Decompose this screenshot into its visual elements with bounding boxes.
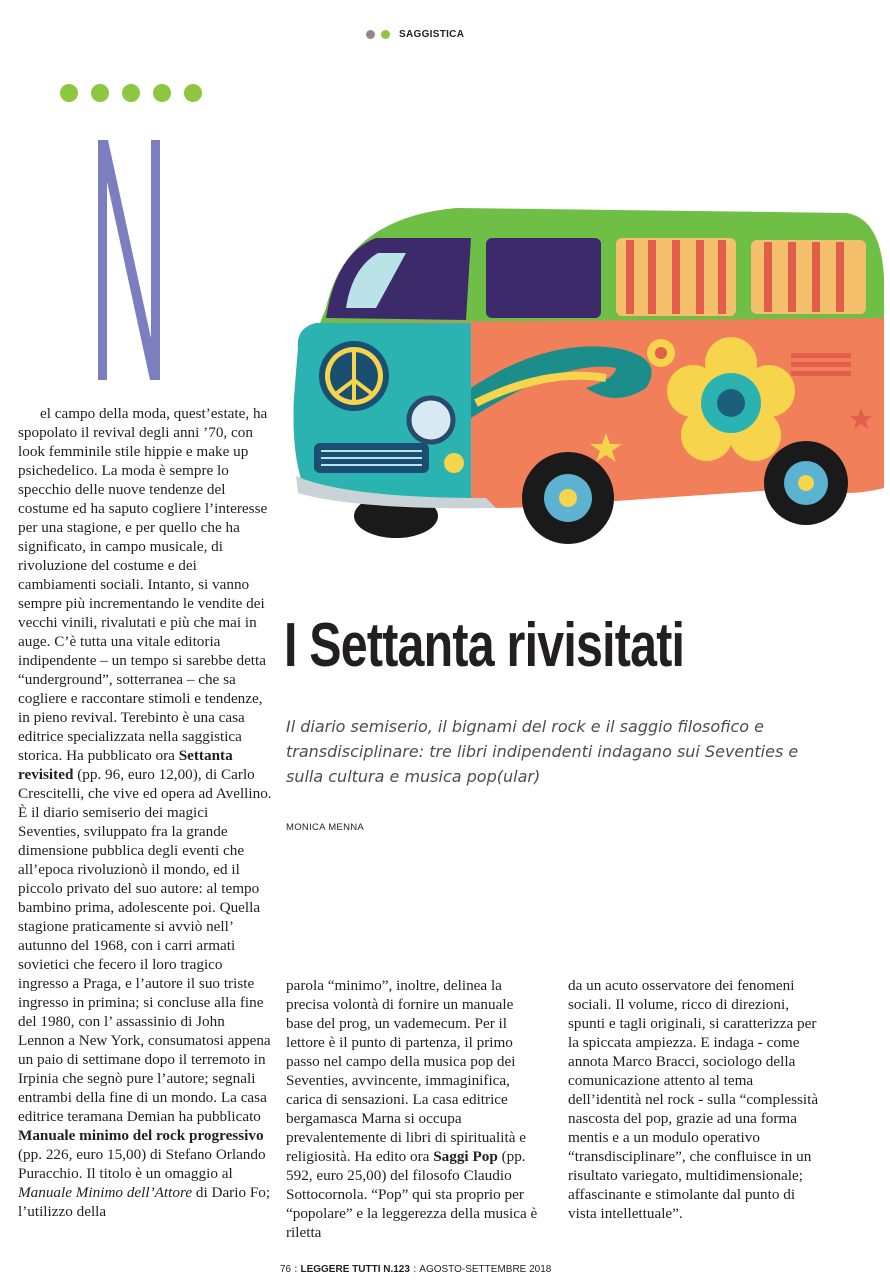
- separator-icon: :: [294, 1264, 298, 1275]
- green-dot-icon: [153, 84, 171, 102]
- book-title: Settanta revisited: [18, 747, 233, 783]
- body-text: (pp. 592, euro 25,00) del filosofo Claudio Sottocornola. “Pop” qui sta proprio per “popolare” e la leggerezza della musica è riletta: [286, 1148, 538, 1241]
- page-number: 76: [280, 1264, 292, 1275]
- dropcap-letter-n: [98, 140, 160, 380]
- green-dot-icon: [122, 84, 140, 102]
- green-dot-icon: [91, 84, 109, 102]
- body-paragraph: [286, 976, 541, 1242]
- body-text: (pp. 226, euro 15,00) di Stefano Orlando Puracchio. Il titolo è un omaggio al: [18, 1146, 266, 1182]
- body-text: parola “minimo”, inoltre, delinea la precisa volontà di fornire un manuale base del prog, un vademecum. Per il lettore è il punto di partenza, il primo passo nel campo della musica pop dei Seventies, avvincente, immaginifica, carica di sensazioni. La casa editrice bergamasca Marna si occupa prevalentemente di libri di spiritualità e religiosità. Ha edito ora: [286, 977, 526, 1165]
- article-title: I Settanta rivisitati: [284, 611, 685, 680]
- magazine-name: LEGGERE TUTTI N.123: [300, 1264, 410, 1275]
- book-title: Manuale minimo del rock progressivo: [18, 1127, 264, 1144]
- article-column-3: [568, 976, 823, 1223]
- vw-van-illustration: [286, 198, 886, 558]
- body-text: (pp. 96, euro 12,00), di Carlo Crescitelli, che vive ed opera ad Avellino. È il diario semiserio dei magici Seventies, sviluppato fra la grande dimensione pubblica degli eventi che all’epoca rivoluzionò il mondo, ed il piccolo privato del suo autore: al tempo bambino prima, adolescente poi. Quella stagione praticamente si avviò nell’ autunno del 1968, con i carri armati sovietici che fecero il loro tragico ingresso a Praga, e l’autore il suo triste ingresso in primina; si concluse alla fine del 1980, con l’ assassinio di John Lennon a New York, consumatosi appena un paio di settimane dopo il terremoto in Irpinia che segnò pure l’autore; segnali entrambi della fine di un mondo. La casa editrice teramana Demian ha pubblicato: [18, 766, 272, 1125]
- issue-date: AGOSTO-SETTEMBRE 2018: [419, 1264, 552, 1275]
- book-title: Saggi Pop: [433, 1148, 498, 1165]
- green-dot-icon: [381, 30, 390, 39]
- body-text: di Dario Fo; l’utilizzo della: [18, 1184, 271, 1220]
- body-text: el campo della moda, quest’estate, ha spopolato il revival degli anni ’70, con look femminile stile hippie e make up psichedelico. La moda è sempre lo specchio delle nuove tendenze del costume ed ha saputo cogliere l’interesse per una stagione, e per quello che ha significato, in campo musicale, di rivoluzione del costume e dei cambiamenti sociali. Intanto, si vanno sempre più incrementando le vendite dei vecchi vinili, rivalutati e più che mai in auge. C’è tutta una vitale editoria indipendente – un tempo si sarebbe detta “underground”, sotterranea – che sa cogliere e raccontare stimoli e tendenze, in pieno revival. Terebinto è una casa editrice specializzata nella saggistica storica. Ha pubblicato ora: [18, 405, 268, 764]
- separator-icon: :: [412, 1264, 417, 1275]
- section-tag: [366, 29, 464, 40]
- gray-dot-icon: [366, 30, 375, 39]
- article-column-2: [286, 976, 541, 1242]
- article-column-1: [18, 404, 273, 1221]
- article-standfirst: Il diario semiserio, il bignami del rock e il saggio filosofico e transdisciplinare: tre libri indipendenti indagano sui Seventies e sulla cultura e musica pop(ular): [286, 717, 799, 786]
- page-footer: [280, 1264, 551, 1275]
- body-paragraph: [18, 404, 273, 1221]
- green-dot-icon: [60, 84, 78, 102]
- body-paragraph: da un acuto osservatore dei fenomeni sociali. Il volume, ricco di direzioni, spunti e tagli originali, si caratterizza per la spiccata ampiezza. E indaga - come annota Marco Bracci, sociologo della comunicazione attento al tema dell’identità nel rock - sulla “complessità nascosta del pop, grazie ad una forma mentis e a un modulo operativo “transdisciplinare”, che confluisce in un risultato variegato, multidimensionale; affascinante e stimolante dal punto di vista intellettuale”.: [568, 977, 819, 1222]
- author-byline: MONICA MENNA: [286, 822, 365, 833]
- green-dot-icon: [184, 84, 202, 102]
- decorative-dots: [60, 84, 202, 102]
- work-reference: Manuale Minimo dell’Attore: [18, 1184, 193, 1201]
- section-label: SAGGISTICA: [399, 29, 465, 40]
